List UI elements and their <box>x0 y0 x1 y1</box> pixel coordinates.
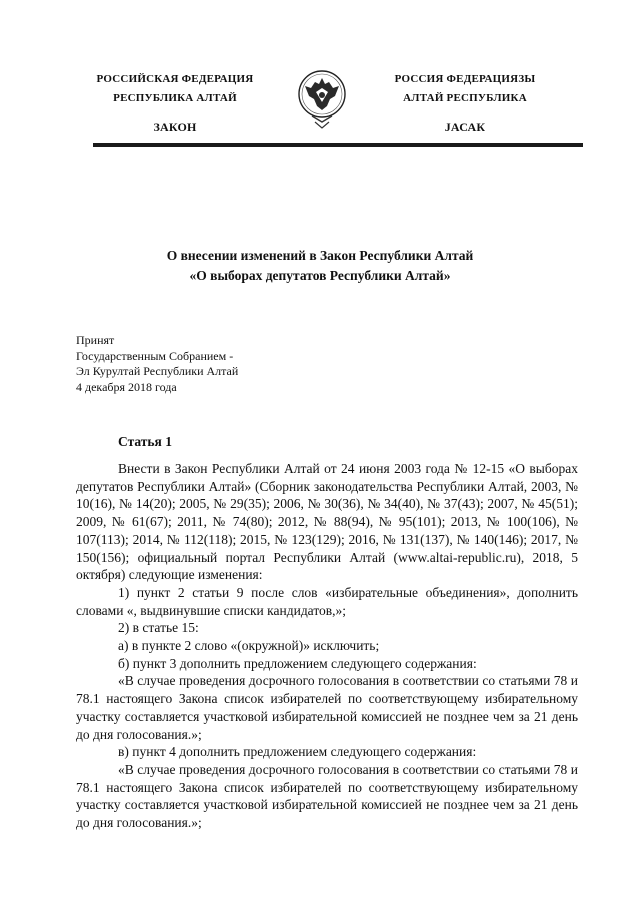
article-paragraph: в) пункт 4 дополнить предложением следующего содержания: <box>118 744 477 760</box>
law-title <box>60 246 580 286</box>
altai-coat-of-arms-icon <box>297 66 347 132</box>
adoption-block <box>76 333 238 395</box>
header-right <box>350 70 580 137</box>
article-paragraph: 2) в статье 15: <box>118 620 199 636</box>
header-left-republic: РЕСПУБЛИКА АЛТАЙ <box>113 92 237 104</box>
article-paragraph: 1) пункт 2 статьи 9 после слов «избирательные объединения», дополнить словами «, выдвинувшие списки кандидатов,»; <box>76 584 578 618</box>
header-right-law: ЈАСАК <box>444 120 486 134</box>
header-divider <box>93 143 583 147</box>
article-paragraph: «В случае проведения досрочного голосования в соответствии со статьями 78 и 78.1 настоящего Закона список избирателей по соответствующему избирательному участку составляется участковой избирательной комиссией не позднее чем за 21 день до дня голосования.»; <box>76 761 578 831</box>
article-heading: Статья 1 <box>118 434 172 449</box>
header-right-country: РОССИЯ ФЕДЕРАЦИЯЗЫ <box>394 73 536 85</box>
header-left-country: РОССИЙСКАЯ ФЕДЕРАЦИЯ <box>96 73 254 85</box>
article-paragraph: «В случае проведения досрочного голосования в соответствии со статьями 78 и 78.1 настоящего Закона список избирателей по соответствующему избирательному участку составляется участковой избирательной комиссией не позднее чем за 21 день до дня голосования.»; <box>76 673 578 742</box>
header-left <box>60 70 290 137</box>
adoption-line-1: Принят <box>76 333 115 347</box>
header-right-republic: АЛТАЙ РЕСПУБЛИКА <box>403 92 527 104</box>
law-title-line-2: «О выборах депутатов Республики Алтай» <box>189 268 451 283</box>
adoption-line-2: Государственным Собранием - <box>76 348 234 363</box>
article-paragraph: б) пункт 3 дополнить предложением следующего содержания: <box>118 655 477 671</box>
adoption-line-3: Эл Курултай Республики Алтай <box>76 364 239 378</box>
article-paragraph: а) в пункте 2 слово «(окружной)» исключить; <box>118 638 380 654</box>
article-body <box>76 460 578 832</box>
article-paragraph: Внести в Закон Республики Алтай от 24 июня 2003 года № 12-15 «О выборах депутатов Республики Алтай» (Сборник законодательства Республики Алтай, 2003, № 10(16), № 14(20); 2005, № 29(35); 2006, № 30(36), № 34(40), № 37(43); 2007, № 45(51); 2009, № 61(67); 2011, № 74(80); 2012, № 88(94), № 95(101); 2013, № 100(106), № 107(113); 2014, № 112(118); 2015, № 123(129); 2016, № 131(137), № 140(146); 2017, № 150(156); официальный портал Республики Алтай (www.altai-republic.ru), 2018, 5 октября) следующие изменения: <box>76 461 578 583</box>
header-left-law: ЗАКОН <box>153 120 197 134</box>
adoption-date: 4 декабря 2018 года <box>76 379 177 394</box>
law-title-line-1: О внесении изменений в Закон Республики Алтай <box>166 248 474 263</box>
